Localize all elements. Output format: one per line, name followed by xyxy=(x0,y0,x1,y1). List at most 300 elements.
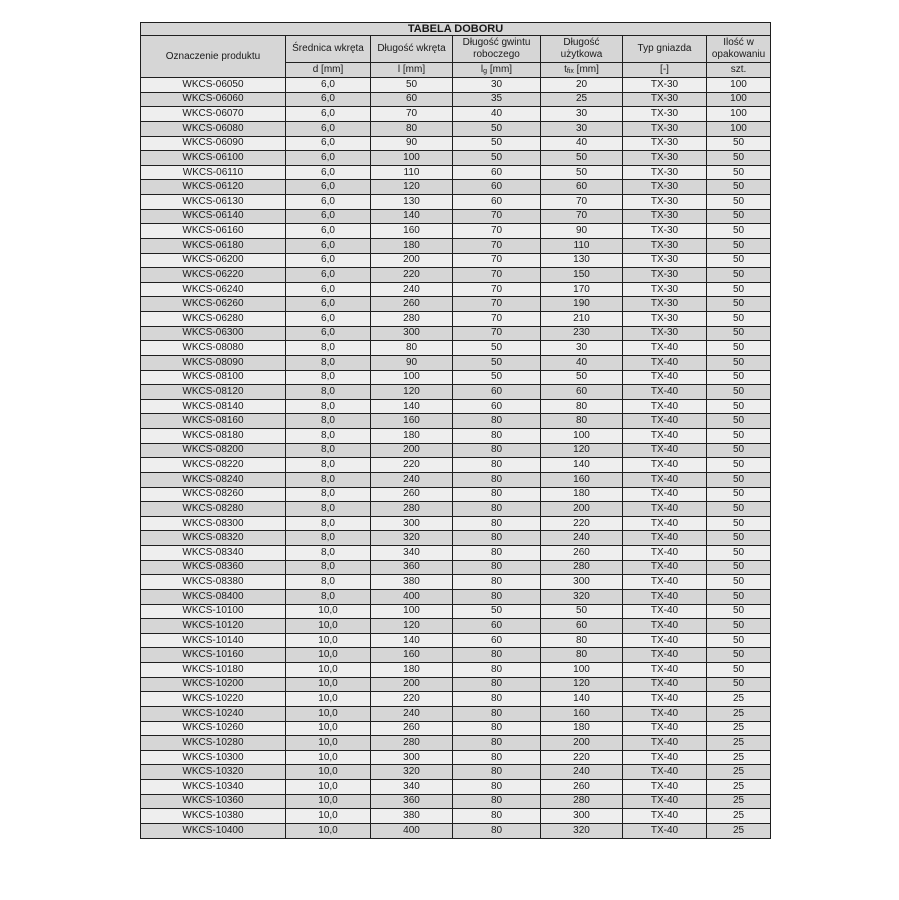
cell-thread: 80 xyxy=(453,809,541,824)
table-row xyxy=(141,355,771,370)
cell-qty: 50 xyxy=(707,429,771,444)
cell-diameter: 8,0 xyxy=(286,589,371,604)
cell-usable: 120 xyxy=(541,443,623,458)
table-row xyxy=(141,312,771,327)
cell-usable: 100 xyxy=(541,663,623,678)
cell-usable: 230 xyxy=(541,326,623,341)
cell-diameter: 10,0 xyxy=(286,823,371,838)
cell-product: WKCS-10160 xyxy=(141,648,286,663)
cell-qty: 50 xyxy=(707,560,771,575)
cell-length: 300 xyxy=(371,326,453,341)
cell-usable: 30 xyxy=(541,121,623,136)
cell-product: WKCS-08120 xyxy=(141,385,286,400)
cell-socket: TX-30 xyxy=(623,151,707,166)
table-title: TABELA DOBORU xyxy=(141,23,771,36)
cell-product: WKCS-06180 xyxy=(141,238,286,253)
cell-socket: TX-40 xyxy=(623,780,707,795)
table-row xyxy=(141,297,771,312)
cell-socket: TX-40 xyxy=(623,619,707,634)
cell-length: 320 xyxy=(371,531,453,546)
cell-length: 360 xyxy=(371,560,453,575)
table-row xyxy=(141,121,771,136)
cell-qty: 50 xyxy=(707,604,771,619)
cell-length: 200 xyxy=(371,677,453,692)
cell-thread: 70 xyxy=(453,282,541,297)
cell-product: WKCS-10280 xyxy=(141,736,286,751)
cell-length: 220 xyxy=(371,268,453,283)
cell-usable: 30 xyxy=(541,341,623,356)
cell-product: WKCS-10300 xyxy=(141,750,286,765)
cell-length: 120 xyxy=(371,180,453,195)
cell-qty: 50 xyxy=(707,312,771,327)
unit-usable-sub: fix xyxy=(566,68,574,75)
cell-socket: TX-40 xyxy=(623,458,707,473)
cell-thread: 50 xyxy=(453,136,541,151)
cell-usable: 50 xyxy=(541,370,623,385)
cell-product: WKCS-08200 xyxy=(141,443,286,458)
cell-length: 200 xyxy=(371,443,453,458)
cell-socket: TX-40 xyxy=(623,677,707,692)
cell-thread: 60 xyxy=(453,633,541,648)
cell-diameter: 10,0 xyxy=(286,736,371,751)
cell-qty: 25 xyxy=(707,823,771,838)
cell-qty: 25 xyxy=(707,765,771,780)
cell-thread: 70 xyxy=(453,312,541,327)
cell-qty: 50 xyxy=(707,648,771,663)
cell-length: 160 xyxy=(371,648,453,663)
cell-qty: 50 xyxy=(707,633,771,648)
cell-diameter: 10,0 xyxy=(286,780,371,795)
cell-qty: 50 xyxy=(707,224,771,239)
cell-diameter: 6,0 xyxy=(286,297,371,312)
cell-product: WKCS-10360 xyxy=(141,794,286,809)
table-head xyxy=(141,23,771,78)
cell-length: 220 xyxy=(371,692,453,707)
table-row xyxy=(141,663,771,678)
table-row xyxy=(141,823,771,838)
unit-usable-base: t xyxy=(564,64,567,75)
cell-qty: 50 xyxy=(707,165,771,180)
cell-diameter: 8,0 xyxy=(286,429,371,444)
cell-socket: TX-30 xyxy=(623,180,707,195)
cell-qty: 25 xyxy=(707,736,771,751)
cell-thread: 70 xyxy=(453,253,541,268)
cell-usable: 200 xyxy=(541,736,623,751)
table-row xyxy=(141,765,771,780)
table-row xyxy=(141,575,771,590)
cell-product: WKCS-06130 xyxy=(141,195,286,210)
cell-product: WKCS-06220 xyxy=(141,268,286,283)
cell-qty: 50 xyxy=(707,472,771,487)
cell-socket: TX-40 xyxy=(623,341,707,356)
cell-usable: 50 xyxy=(541,604,623,619)
cell-qty: 50 xyxy=(707,487,771,502)
cell-qty: 100 xyxy=(707,107,771,122)
table-row xyxy=(141,531,771,546)
unit-usable-rest: [mm] xyxy=(573,64,599,75)
cell-diameter: 8,0 xyxy=(286,385,371,400)
cell-qty: 50 xyxy=(707,443,771,458)
table-row xyxy=(141,370,771,385)
cell-diameter: 10,0 xyxy=(286,692,371,707)
cell-usable: 160 xyxy=(541,706,623,721)
cell-socket: TX-30 xyxy=(623,268,707,283)
cell-thread: 50 xyxy=(453,370,541,385)
table-row xyxy=(141,619,771,634)
cell-length: 300 xyxy=(371,516,453,531)
cell-thread: 70 xyxy=(453,238,541,253)
cell-thread: 80 xyxy=(453,663,541,678)
cell-socket: TX-40 xyxy=(623,721,707,736)
cell-diameter: 6,0 xyxy=(286,253,371,268)
cell-thread: 80 xyxy=(453,706,541,721)
cell-length: 360 xyxy=(371,794,453,809)
cell-socket: TX-40 xyxy=(623,355,707,370)
cell-qty: 50 xyxy=(707,341,771,356)
table-row xyxy=(141,268,771,283)
cell-thread: 60 xyxy=(453,385,541,400)
cell-thread: 80 xyxy=(453,443,541,458)
cell-socket: TX-40 xyxy=(623,794,707,809)
cell-length: 400 xyxy=(371,589,453,604)
cell-length: 220 xyxy=(371,458,453,473)
cell-usable: 70 xyxy=(541,209,623,224)
cell-length: 180 xyxy=(371,238,453,253)
col-header-socket: Typ gniazda xyxy=(623,36,707,63)
table-row xyxy=(141,195,771,210)
cell-qty: 50 xyxy=(707,619,771,634)
table-row xyxy=(141,341,771,356)
cell-diameter: 6,0 xyxy=(286,268,371,283)
cell-length: 280 xyxy=(371,502,453,517)
cell-length: 160 xyxy=(371,414,453,429)
cell-diameter: 10,0 xyxy=(286,619,371,634)
cell-diameter: 6,0 xyxy=(286,78,371,93)
cell-length: 100 xyxy=(371,151,453,166)
cell-length: 180 xyxy=(371,429,453,444)
unit-thread-rest: [mm] xyxy=(487,64,513,75)
cell-qty: 50 xyxy=(707,238,771,253)
cell-socket: TX-30 xyxy=(623,165,707,180)
cell-product: WKCS-08300 xyxy=(141,516,286,531)
table-row xyxy=(141,238,771,253)
cell-socket: TX-40 xyxy=(623,575,707,590)
cell-thread: 60 xyxy=(453,399,541,414)
cell-diameter: 8,0 xyxy=(286,399,371,414)
cell-product: WKCS-10120 xyxy=(141,619,286,634)
table-row xyxy=(141,180,771,195)
cell-thread: 80 xyxy=(453,736,541,751)
cell-product: WKCS-10260 xyxy=(141,721,286,736)
cell-socket: TX-40 xyxy=(623,633,707,648)
cell-length: 50 xyxy=(371,78,453,93)
cell-usable: 260 xyxy=(541,546,623,561)
table-title-row xyxy=(141,23,771,36)
cell-diameter: 8,0 xyxy=(286,458,371,473)
cell-qty: 25 xyxy=(707,706,771,721)
cell-product: WKCS-10200 xyxy=(141,677,286,692)
cell-product: WKCS-08160 xyxy=(141,414,286,429)
table-row xyxy=(141,487,771,502)
cell-socket: TX-30 xyxy=(623,282,707,297)
cell-socket: TX-40 xyxy=(623,370,707,385)
table-row xyxy=(141,809,771,824)
column-headers-row xyxy=(141,36,771,63)
cell-socket: TX-30 xyxy=(623,312,707,327)
cell-product: WKCS-06110 xyxy=(141,165,286,180)
cell-usable: 300 xyxy=(541,809,623,824)
table-row xyxy=(141,107,771,122)
cell-qty: 25 xyxy=(707,780,771,795)
cell-qty: 50 xyxy=(707,326,771,341)
cell-product: WKCS-06080 xyxy=(141,121,286,136)
cell-usable: 200 xyxy=(541,502,623,517)
cell-diameter: 6,0 xyxy=(286,238,371,253)
cell-length: 130 xyxy=(371,195,453,210)
cell-thread: 80 xyxy=(453,560,541,575)
table-row xyxy=(141,399,771,414)
cell-length: 90 xyxy=(371,136,453,151)
col-header-usable: Długość użytkowa xyxy=(541,36,623,63)
cell-usable: 50 xyxy=(541,151,623,166)
cell-product: WKCS-10220 xyxy=(141,692,286,707)
cell-socket: TX-30 xyxy=(623,253,707,268)
cell-usable: 20 xyxy=(541,78,623,93)
table-row xyxy=(141,136,771,151)
cell-diameter: 6,0 xyxy=(286,107,371,122)
cell-qty: 25 xyxy=(707,794,771,809)
cell-usable: 50 xyxy=(541,165,623,180)
cell-thread: 80 xyxy=(453,516,541,531)
cell-socket: TX-40 xyxy=(623,399,707,414)
cell-socket: TX-30 xyxy=(623,297,707,312)
cell-usable: 150 xyxy=(541,268,623,283)
cell-product: WKCS-08180 xyxy=(141,429,286,444)
unit-length: l [mm] xyxy=(371,63,453,78)
cell-usable: 80 xyxy=(541,399,623,414)
cell-length: 110 xyxy=(371,165,453,180)
cell-usable: 80 xyxy=(541,633,623,648)
unit-diameter: d [mm] xyxy=(286,63,371,78)
cell-qty: 100 xyxy=(707,121,771,136)
cell-thread: 50 xyxy=(453,341,541,356)
cell-usable: 100 xyxy=(541,429,623,444)
cell-socket: TX-40 xyxy=(623,429,707,444)
cell-usable: 240 xyxy=(541,765,623,780)
cell-product: WKCS-08240 xyxy=(141,472,286,487)
col-header-thread: Długość gwintu roboczego xyxy=(453,36,541,63)
unit-thread xyxy=(453,63,541,78)
cell-thread: 80 xyxy=(453,721,541,736)
cell-product: WKCS-10240 xyxy=(141,706,286,721)
cell-product: WKCS-10180 xyxy=(141,663,286,678)
cell-diameter: 8,0 xyxy=(286,370,371,385)
cell-qty: 50 xyxy=(707,180,771,195)
cell-diameter: 6,0 xyxy=(286,312,371,327)
cell-socket: TX-30 xyxy=(623,209,707,224)
cell-length: 60 xyxy=(371,92,453,107)
cell-thread: 30 xyxy=(453,78,541,93)
cell-thread: 70 xyxy=(453,326,541,341)
selection-table xyxy=(140,22,771,839)
cell-product: WKCS-08360 xyxy=(141,560,286,575)
table-row xyxy=(141,443,771,458)
cell-diameter: 10,0 xyxy=(286,604,371,619)
cell-qty: 50 xyxy=(707,589,771,604)
table-row xyxy=(141,633,771,648)
cell-socket: TX-40 xyxy=(623,414,707,429)
cell-qty: 50 xyxy=(707,195,771,210)
cell-diameter: 10,0 xyxy=(286,677,371,692)
cell-diameter: 6,0 xyxy=(286,165,371,180)
cell-usable: 90 xyxy=(541,224,623,239)
cell-socket: TX-40 xyxy=(623,736,707,751)
cell-socket: TX-40 xyxy=(623,487,707,502)
cell-length: 260 xyxy=(371,487,453,502)
cell-qty: 50 xyxy=(707,268,771,283)
cell-diameter: 6,0 xyxy=(286,180,371,195)
cell-socket: TX-30 xyxy=(623,92,707,107)
table-row xyxy=(141,560,771,575)
cell-usable: 140 xyxy=(541,458,623,473)
cell-product: WKCS-10340 xyxy=(141,780,286,795)
cell-usable: 160 xyxy=(541,472,623,487)
cell-diameter: 6,0 xyxy=(286,92,371,107)
cell-product: WKCS-06160 xyxy=(141,224,286,239)
table-body xyxy=(141,78,771,839)
cell-usable: 280 xyxy=(541,794,623,809)
cell-usable: 80 xyxy=(541,648,623,663)
cell-product: WKCS-08320 xyxy=(141,531,286,546)
cell-thread: 80 xyxy=(453,429,541,444)
cell-length: 240 xyxy=(371,706,453,721)
cell-diameter: 8,0 xyxy=(286,575,371,590)
cell-length: 240 xyxy=(371,282,453,297)
table-row xyxy=(141,589,771,604)
cell-socket: TX-40 xyxy=(623,472,707,487)
table-row xyxy=(141,736,771,751)
table-row xyxy=(141,92,771,107)
cell-socket: TX-40 xyxy=(623,560,707,575)
cell-product: WKCS-08090 xyxy=(141,355,286,370)
cell-socket: TX-40 xyxy=(623,823,707,838)
cell-length: 100 xyxy=(371,604,453,619)
cell-qty: 50 xyxy=(707,282,771,297)
cell-socket: TX-40 xyxy=(623,546,707,561)
cell-qty: 50 xyxy=(707,677,771,692)
cell-thread: 50 xyxy=(453,121,541,136)
cell-usable: 180 xyxy=(541,721,623,736)
cell-thread: 60 xyxy=(453,619,541,634)
cell-length: 140 xyxy=(371,633,453,648)
col-header-diameter: Średnica wkręta xyxy=(286,36,371,63)
cell-product: WKCS-06260 xyxy=(141,297,286,312)
col-header-length: Długość wkręta xyxy=(371,36,453,63)
cell-qty: 100 xyxy=(707,78,771,93)
cell-product: WKCS-06120 xyxy=(141,180,286,195)
cell-thread: 80 xyxy=(453,531,541,546)
cell-socket: TX-40 xyxy=(623,385,707,400)
cell-qty: 25 xyxy=(707,721,771,736)
table-row xyxy=(141,721,771,736)
cell-qty: 50 xyxy=(707,355,771,370)
cell-length: 340 xyxy=(371,780,453,795)
cell-length: 280 xyxy=(371,312,453,327)
table-row xyxy=(141,516,771,531)
table-row xyxy=(141,706,771,721)
cell-diameter: 10,0 xyxy=(286,663,371,678)
cell-socket: TX-30 xyxy=(623,136,707,151)
cell-diameter: 10,0 xyxy=(286,809,371,824)
cell-qty: 50 xyxy=(707,531,771,546)
cell-diameter: 6,0 xyxy=(286,151,371,166)
cell-product: WKCS-06070 xyxy=(141,107,286,122)
table-row xyxy=(141,692,771,707)
table-row xyxy=(141,604,771,619)
cell-usable: 70 xyxy=(541,195,623,210)
cell-diameter: 8,0 xyxy=(286,516,371,531)
cell-thread: 50 xyxy=(453,151,541,166)
cell-product: WKCS-06240 xyxy=(141,282,286,297)
cell-length: 70 xyxy=(371,107,453,122)
cell-length: 90 xyxy=(371,355,453,370)
table-row xyxy=(141,677,771,692)
cell-qty: 100 xyxy=(707,92,771,107)
cell-qty: 50 xyxy=(707,253,771,268)
cell-usable: 30 xyxy=(541,107,623,122)
table-row xyxy=(141,165,771,180)
cell-product: WKCS-08280 xyxy=(141,502,286,517)
cell-product: WKCS-08400 xyxy=(141,589,286,604)
cell-qty: 25 xyxy=(707,750,771,765)
cell-diameter: 10,0 xyxy=(286,765,371,780)
cell-product: WKCS-06060 xyxy=(141,92,286,107)
cell-socket: TX-40 xyxy=(623,516,707,531)
cell-thread: 80 xyxy=(453,692,541,707)
cell-qty: 25 xyxy=(707,809,771,824)
cell-product: WKCS-10380 xyxy=(141,809,286,824)
cell-product: WKCS-10140 xyxy=(141,633,286,648)
cell-qty: 25 xyxy=(707,692,771,707)
cell-thread: 80 xyxy=(453,648,541,663)
cell-product: WKCS-10100 xyxy=(141,604,286,619)
cell-product: WKCS-06100 xyxy=(141,151,286,166)
cell-usable: 40 xyxy=(541,355,623,370)
table-row xyxy=(141,648,771,663)
cell-socket: TX-30 xyxy=(623,326,707,341)
cell-length: 260 xyxy=(371,297,453,312)
cell-length: 140 xyxy=(371,399,453,414)
cell-socket: TX-40 xyxy=(623,531,707,546)
cell-socket: TX-40 xyxy=(623,589,707,604)
cell-length: 120 xyxy=(371,385,453,400)
cell-usable: 320 xyxy=(541,823,623,838)
table-row xyxy=(141,458,771,473)
cell-qty: 50 xyxy=(707,516,771,531)
cell-diameter: 10,0 xyxy=(286,721,371,736)
cell-qty: 50 xyxy=(707,297,771,312)
cell-thread: 80 xyxy=(453,589,541,604)
cell-thread: 80 xyxy=(453,575,541,590)
cell-length: 400 xyxy=(371,823,453,838)
cell-usable: 300 xyxy=(541,575,623,590)
cell-product: WKCS-08260 xyxy=(141,487,286,502)
unit-qty: szt. xyxy=(707,63,771,78)
cell-diameter: 6,0 xyxy=(286,282,371,297)
cell-length: 120 xyxy=(371,619,453,634)
cell-thread: 70 xyxy=(453,224,541,239)
cell-product: WKCS-06050 xyxy=(141,78,286,93)
